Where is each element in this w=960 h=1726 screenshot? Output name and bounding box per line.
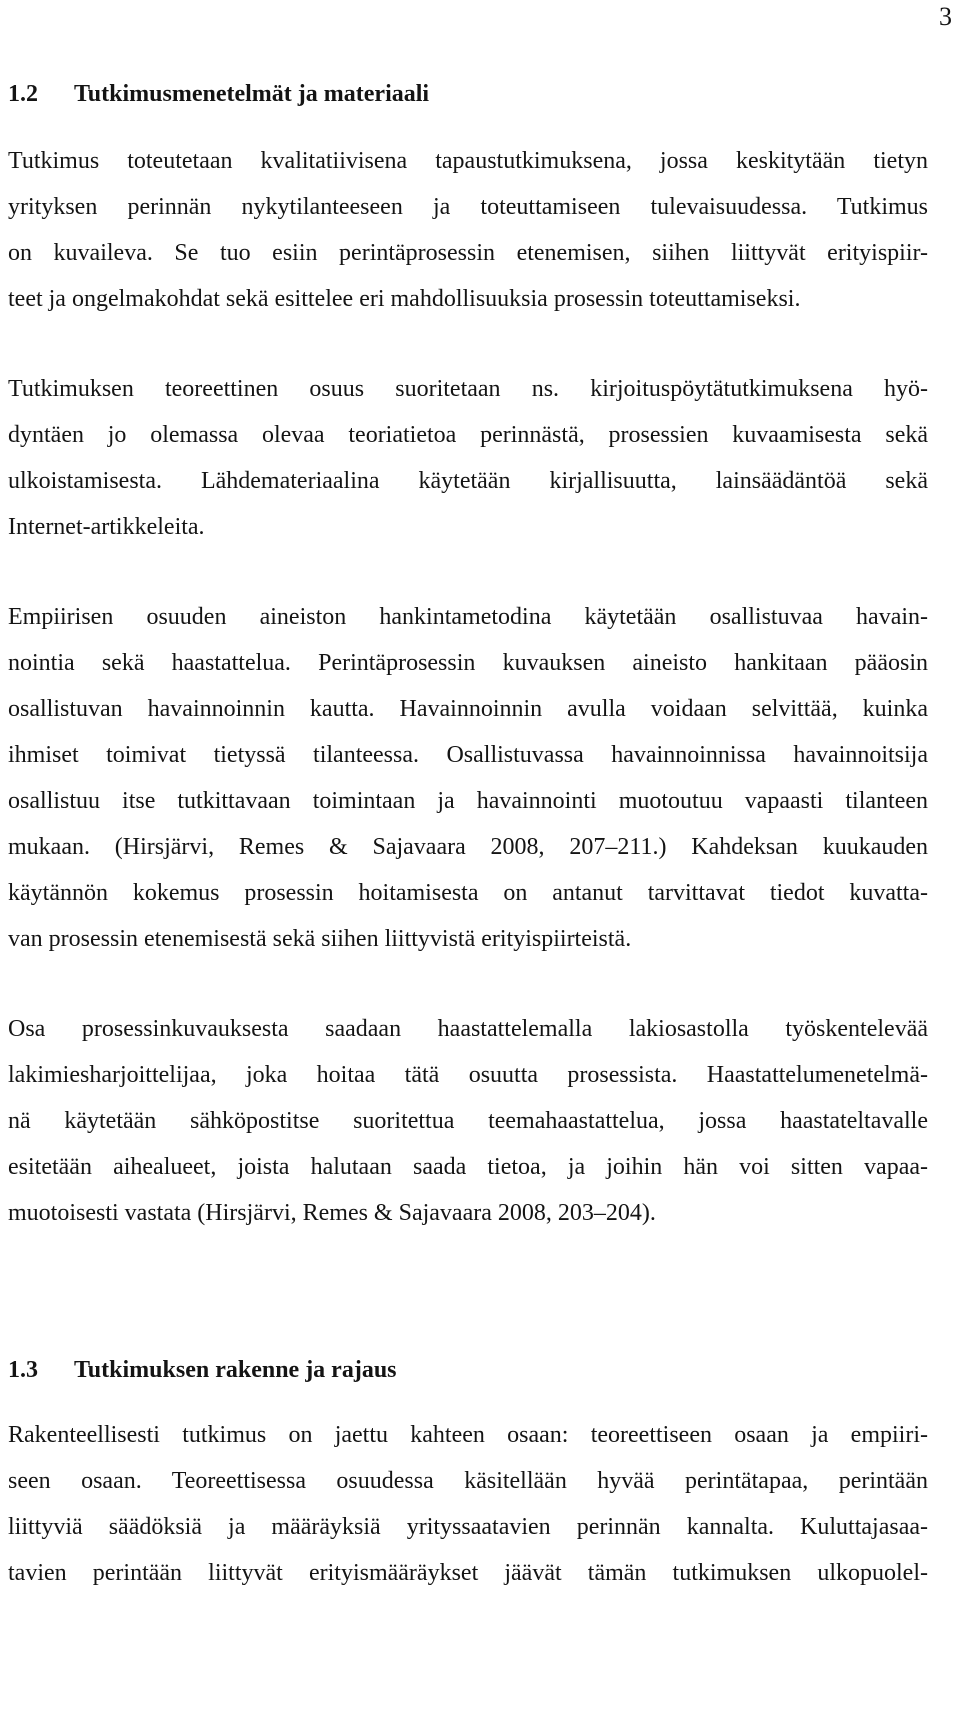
- paragraph-interview: [8, 1006, 928, 1236]
- text-line: Rakenteellisesti tutkimus on jaettu kahteen osaan: teoreettiseen osaan ja empiiri-: [8, 1422, 928, 1448]
- section-heading-1-2: [8, 72, 928, 116]
- text-line: seen osaan. Teoreettisessa osuudessa käsitellään hyvää perintätapaa, perintään: [8, 1468, 928, 1494]
- text-line: ihmiset toimivat tietyssä tilanteessa. Osallistuvassa havainnoinnissa havainnoitsija: [8, 742, 928, 768]
- text-line: liittyviä säädöksiä ja määräyksiä yrityssaatavien perinnän kannalta. Kuluttajasaa-: [8, 1514, 928, 1540]
- section-heading-1-3: [8, 1348, 928, 1392]
- page-number: 3: [939, 2, 952, 31]
- text-line: Tutkimuksen teoreettinen osuus suoritetaan ns. kirjoituspöytätutkimuksena hyö-: [8, 376, 928, 402]
- document-body: [8, 72, 928, 1596]
- text-line: esitetään aihealueet, joista halutaan saada tietoa, ja joihin hän voi sitten vapaa-: [8, 1154, 928, 1180]
- text-line: teet ja ongelmakohdat sekä esittelee eri mahdollisuuksia prosessin toteuttamiseksi.: [8, 286, 801, 312]
- paragraph-research-type: [8, 138, 928, 322]
- text-line: nointia sekä haastattelua. Perintäprosessin kuvauksen aineisto hankitaan pääosin: [8, 650, 928, 676]
- text-line: tavien perintään liittyvät erityismääräykset jäävät tämän tutkimuksen ulkopuolel-: [8, 1560, 928, 1586]
- section-title: Tutkimusmenetelmät ja materiaali: [74, 81, 430, 107]
- text-line: nä käytetään sähköpostitse suoritettua teemahaastattelua, jossa haastateltavalle: [8, 1108, 928, 1134]
- text-line: Osa prosessinkuvauksesta saadaan haastattelemalla lakiosastolla työskentelevää: [8, 1016, 928, 1042]
- section-number: 1.2: [8, 81, 38, 107]
- paragraph-theoretical-part: [8, 366, 928, 550]
- text-line: muotoisesti vastata (Hirsjärvi, Remes & Sajavaara 2008, 203–204).: [8, 1200, 656, 1226]
- text-line: mukaan. (Hirsjärvi, Remes & Sajavaara 2008, 207–211.) Kahdeksan kuukauden: [8, 834, 928, 860]
- text-line: dyntäen jo olemassa olevaa teoriatietoa perinnästä, prosessien kuvaamisesta sekä: [8, 422, 928, 448]
- text-line: osallistuu itse tutkittavaan toimintaan ja havainnointi muotoutuu vapaasti tilanteen: [8, 788, 928, 814]
- text-line: on kuvaileva. Se tuo esiin perintäprosessin etenemisen, siihen liittyvät erityispiir-: [8, 240, 928, 266]
- text-line: yrityksen perinnän nykytilanteeseen ja toteuttamiseen tulevaisuudessa. Tutkimus: [8, 194, 928, 220]
- section-title: Tutkimuksen rakenne ja rajaus: [74, 1357, 397, 1383]
- text-line: lakimiesharjoittelijaa, joka hoitaa tätä osuutta prosessista. Haastattelumenetelmä-: [8, 1062, 928, 1088]
- text-line: Internet-artikkeleita.: [8, 514, 205, 540]
- section-number: 1.3: [8, 1357, 38, 1383]
- paragraph-empirical-part: [8, 594, 928, 962]
- text-line: Tutkimus toteutetaan kvalitatiivisena tapaustutkimuksena, jossa keskitytään tietyn: [8, 148, 928, 174]
- text-line: ulkoistamisesta. Lähdemateriaalina käytetään kirjallisuutta, lainsäädäntöä sekä: [8, 468, 928, 494]
- text-line: käytännön kokemus prosessin hoitamisesta on antanut tarvittavat tiedot kuvatta-: [8, 880, 928, 906]
- paragraph-structure: [8, 1412, 928, 1596]
- text-line: Empiirisen osuuden aineiston hankintametodina käytetään osallistuvaa havain-: [8, 604, 928, 630]
- text-line: osallistuvan havainnoinnin kautta. Havainnoinnin avulla voidaan selvittää, kuinka: [8, 696, 928, 722]
- text-line: van prosessin etenemisestä sekä siihen liittyvistä erityispiirteistä.: [8, 926, 632, 952]
